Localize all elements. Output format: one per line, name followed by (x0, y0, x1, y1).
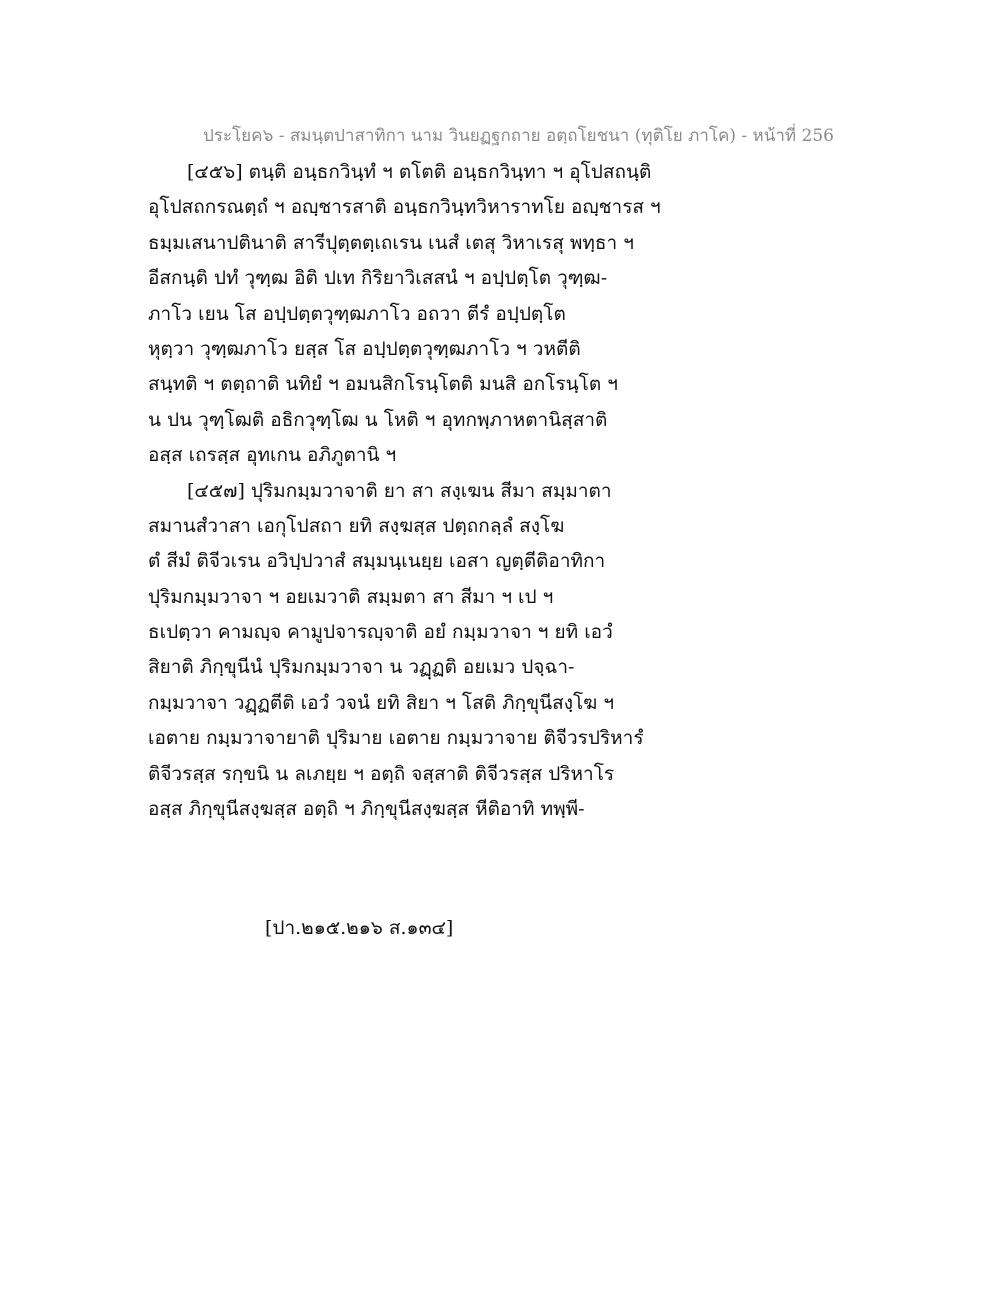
text-line: ปุริมกมฺมวาจา ฯ อยเมวาติ สมฺมตา สา สีมา ฯ เป ฯ (148, 585, 554, 608)
text-line: อสฺส เถรสฺส อุทเกน อภิภูตานิ ฯ (148, 444, 397, 467)
text-line: น ปน วุฑฺโฒติ อธิกวุฑฺโฒ น โหติ ฯ อุทกพฺภาหตานิสฺสาติ (148, 408, 608, 431)
text-line: ธมฺมเสนาปตินาติ สารีปุตฺตตฺเถเรน เนสํ เตสุ วิหาเรสุ พทฺธา ฯ (148, 231, 634, 254)
body-text (148, 155, 708, 827)
text-line: กมฺมวาจา วฏฺฏตีติ เอวํ วจนํ ยทิ สิยา ฯ โสติ ภิกฺขุนีสงฺโฆ ฯ (148, 691, 614, 714)
text-line: ติจีวรสฺส รกฺขนิ น ลเภยฺย ฯ อตฺถิ จสฺสาติ ติจีวรสฺส ปริหาโร (148, 762, 615, 785)
text-line: อสฺส ภิกฺขุนีสงฺฆสฺส อตฺถิ ฯ ภิกฺขุนีสงฺฆสฺส หีติอาทิ ทพฺพี- (148, 798, 585, 821)
text-line: สนฺทติ ฯ ตตฺถาติ นทิยํ ฯ อมนสิกโรนฺโตติ มนสิ อกโรนฺโต ฯ (148, 373, 618, 396)
text-line: ภาโว เยน โส อปฺปตฺตวุฑฺฒภาโว อถวา ตีรํ อปฺปตฺโต (148, 302, 566, 325)
text-line: สิยาติ ภิกฺขุนีนํ ปุริมกมฺมวาจา น วฏฺฏติ อยเมว ปจฺฉา- (148, 656, 575, 679)
text-line: [๔๕๗] ปุริมกมฺมวาจาติ ยา สา สงฺเฆน สีมา สมฺมาตา (187, 479, 612, 502)
text-line: ตํ สีมํ ติจีวเรน อวิปฺปวาสํ สมฺมนฺเนยฺย เอสา ญตฺตีติอาทิกา (148, 550, 606, 573)
text-line: หุตฺวา วุฑฺฒภาโว ยสฺส โส อปฺปตฺตวุฑฺฒภาโว ฯ วหตีติ (148, 337, 581, 360)
text-line: ธเปตฺวา คามญฺจ คามูปจารญฺจาติ อยํ กมฺมวาจา ฯ ยทิ เอวํ (148, 621, 613, 644)
running-header: ประโยค๖ - สมนฺตปาสาทิกา นาม วินยฏฐกถาย อตฺถโยชนา (ทุติโย ภาโค) - หน้าที่ 256 (203, 126, 834, 146)
page-reference: [ปา.๒๑๕.๒๑๖ ส.๑๓๔] (265, 917, 454, 939)
text-line: อุโปสถกรณตฺถํ ฯ อญฺชารสาติ อนฺธกวินฺทวิหาราทโย อญฺชารส ฯ (148, 196, 661, 219)
text-line: อีสกนฺติ ปทํ วุฑฺฒ อิติ ปเท กิริยาวิเสสนํ ฯ อปฺปตฺโต วุฑฺฒ- (148, 267, 608, 290)
text-line: สมานสํวาสา เอกุโปสถา ยทิ สงฺฆสฺส ปตฺถกลฺลํ สงฺโฆ (148, 514, 565, 537)
text-line: เอตาย กมฺมวาจายาติ ปุริมาย เอตาย กมฺมวาจาย ติจีวรปริหารํ (148, 727, 644, 750)
text-line: [๔๕๖] ตนฺติ อนฺธกวินฺทํ ฯ ตโตติ อนฺธกวินฺทา ฯ อุโปสถนฺติ (187, 161, 652, 183)
